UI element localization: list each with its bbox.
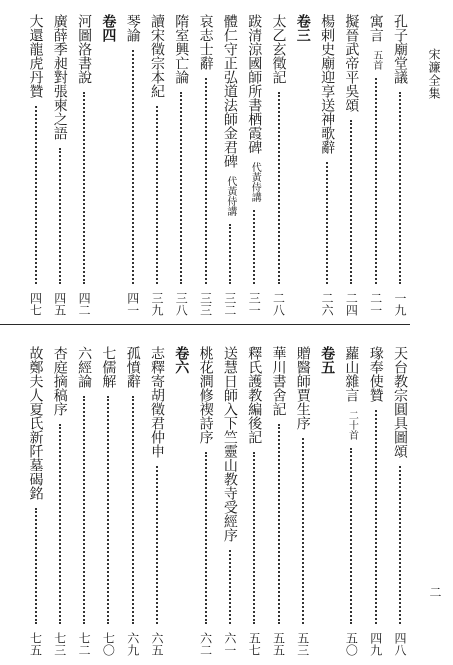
toc-entry-page: 三一 [247, 292, 262, 316]
toc-entry [76, 14, 92, 316]
toc-entry [246, 14, 262, 316]
toc-entry-page: 三九 [150, 292, 164, 316]
toc-volume-heading [319, 346, 335, 656]
toc-leader-dots [35, 508, 37, 624]
toc-entry-page: 六一 [222, 632, 237, 656]
toc-leader-dots [278, 92, 280, 284]
toc-entry-page: 四七 [28, 292, 43, 316]
toc-entry [149, 14, 165, 316]
toc-entry-title: 卷六 [173, 346, 190, 374]
toc-entry-title: 寓言 [367, 14, 384, 42]
toc-entry-page: 二一 [368, 292, 383, 316]
toc-leader-dots [253, 452, 255, 624]
toc-leader-dots [399, 92, 401, 284]
toc-entry [52, 346, 68, 656]
toc-entry [319, 14, 335, 316]
toc-entry [125, 14, 141, 316]
toc-entry-page: 七二 [77, 632, 92, 656]
toc-entry [271, 14, 287, 316]
toc-leader-dots [83, 92, 85, 284]
toc-entry-title: 孤憤辭 [124, 346, 141, 388]
toc-entry [52, 14, 68, 316]
toc-entry-title: 擬晉武帝平吳頌 [343, 14, 360, 112]
toc-entry-title: 瑑奉使贊 [367, 346, 384, 402]
toc-leader-dots [302, 438, 304, 624]
toc-entry-note: 二十首 [346, 410, 358, 440]
toc-entry-title: 太乙玄徵記 [270, 14, 287, 84]
toc-entry-title: 廣薛季昶對張柬之語 [51, 14, 68, 140]
toc-entry [368, 14, 384, 316]
toc-leader-dots [375, 410, 377, 624]
toc-leader-dots [205, 78, 207, 284]
toc-entry [28, 346, 44, 656]
section-divider [0, 324, 410, 325]
toc-entry [100, 346, 116, 656]
toc-leader-dots [350, 448, 352, 624]
toc-entry-page: 一九 [393, 292, 407, 316]
toc-entry-title: 大還龍虎丹贊 [27, 14, 44, 98]
toc-leader-dots [156, 106, 158, 284]
toc-entry [368, 346, 384, 656]
toc-entry [28, 14, 44, 316]
toc-leader-dots [278, 424, 280, 624]
toc-entry [76, 346, 92, 656]
toc-entry [246, 346, 262, 656]
book-title: 宋濂全集 [427, 48, 441, 100]
toc-entry-page: 六五 [150, 632, 164, 656]
toc-entry [343, 14, 359, 316]
toc-entry-title: 哀志士辭 [197, 14, 214, 70]
toc-entry-title: 河圖洛書說 [76, 14, 93, 84]
toc-entry-title: 華川書舍記 [270, 346, 287, 416]
toc-entry-page: 二四 [344, 292, 359, 316]
toc-entry-page: 三八 [174, 292, 189, 316]
toc-entry-note: 代黃侍講 [224, 176, 236, 216]
toc-entry-note: 代黃侍講 [249, 162, 261, 202]
toc-entry-page: 二八 [271, 292, 286, 316]
toc-leader-dots [83, 396, 85, 624]
toc-entry-title: 杏庭摘稿序 [51, 346, 68, 416]
toc-entry-page: 五五 [271, 632, 286, 656]
toc-leader-dots [229, 224, 231, 284]
toc-entry-page: 五三 [295, 632, 310, 656]
toc-entry-title: 志釋寄胡徵君仲申 [149, 346, 165, 458]
toc-entry-title: 隋室興亡論 [173, 14, 190, 84]
toc-entry-title: 天台教宗圓具圖頌 [392, 346, 408, 458]
toc-leader-dots [229, 550, 231, 624]
toc-entry [198, 14, 214, 316]
toc-leader-dots [375, 78, 377, 284]
toc-volume-heading [100, 14, 116, 316]
toc-entry-note: 五首 [370, 50, 382, 70]
toc-entry-title: 卷五 [319, 346, 336, 374]
toc-entry-title: 釋氏護教編後記 [246, 346, 263, 444]
toc-entry-page: 七三 [52, 632, 67, 656]
toc-entry-page: 五七 [247, 632, 262, 656]
toc-entry [222, 346, 238, 656]
toc-leader-dots [107, 396, 109, 624]
toc-entry-title: 七儒解 [100, 346, 117, 388]
toc-entry [392, 346, 408, 656]
toc-entry-page: 七五 [28, 632, 43, 656]
toc-leader-dots [350, 120, 352, 284]
toc-entry-page: 二六 [320, 292, 335, 316]
toc-entry [343, 346, 359, 656]
toc-entry-title: 琴諭 [124, 14, 141, 42]
toc-entry-page: 五〇 [344, 632, 359, 656]
toc-entry-title: 送慧日師入下竺靈山教寺受經序 [221, 346, 238, 542]
toc-leader-dots [253, 210, 255, 284]
toc-leader-dots [132, 396, 134, 624]
toc-entry [173, 14, 189, 316]
toc-leader-dots [326, 162, 328, 284]
toc-entry-title: 孔子廟堂議 [392, 14, 408, 84]
toc-entry [125, 346, 141, 656]
toc-leader-dots [59, 424, 61, 624]
toc-volume-heading [295, 14, 311, 316]
toc-entry-page: 四一 [125, 292, 140, 316]
toc-entry-page: 六九 [125, 632, 140, 656]
toc-entry-title: 六經論 [76, 346, 93, 388]
toc-entry-page: 四五 [52, 292, 67, 316]
toc-entry-page: 三二 [222, 292, 237, 316]
toc-leader-dots [132, 50, 134, 284]
toc-entry-title: 讀宋徵宗本紀 [149, 14, 165, 98]
toc-entry-page: 四二 [77, 292, 92, 316]
toc-entry-title: 跋清涼國師所書栖霞碑 [246, 14, 263, 154]
toc-entry [222, 14, 238, 316]
toc-entry [392, 14, 408, 316]
toc-entry-page: 七〇 [101, 632, 116, 656]
toc-leader-dots [59, 148, 61, 284]
toc-entry [295, 346, 311, 656]
toc-entry-title: 故鄭夫人夏氏新阡墓碣銘 [27, 346, 44, 500]
toc-leader-dots [205, 452, 207, 624]
toc-leader-dots [156, 466, 158, 624]
toc-entry [271, 346, 287, 656]
toc-entry-page: 四八 [393, 632, 407, 656]
toc-entry-page: 六二 [198, 632, 213, 656]
toc-entry-title: 蘿山雜言 [343, 346, 360, 402]
toc-leader-dots [35, 106, 37, 284]
toc-entry-title: 體仁守正弘道法師金君碑 [221, 14, 238, 168]
toc-entry-title: 桃花澗修禊詩序 [197, 346, 214, 444]
toc-entry-page: 四九 [368, 632, 383, 656]
toc-entry-page: 三三 [198, 292, 213, 316]
toc-entry [149, 346, 165, 656]
toc-entry [198, 346, 214, 656]
toc-leader-dots [180, 92, 182, 284]
toc-entry-title: 楊剌史廟迎享送神歌辭 [319, 14, 336, 154]
toc-entry-title: 贈醫師賈生序 [294, 346, 311, 430]
toc-leader-dots [399, 466, 401, 624]
toc-entry-title: 卷三 [294, 14, 311, 42]
toc-volume-heading [173, 346, 189, 656]
toc-entry-title: 卷四 [100, 14, 117, 42]
page-number: 二 [428, 586, 442, 598]
